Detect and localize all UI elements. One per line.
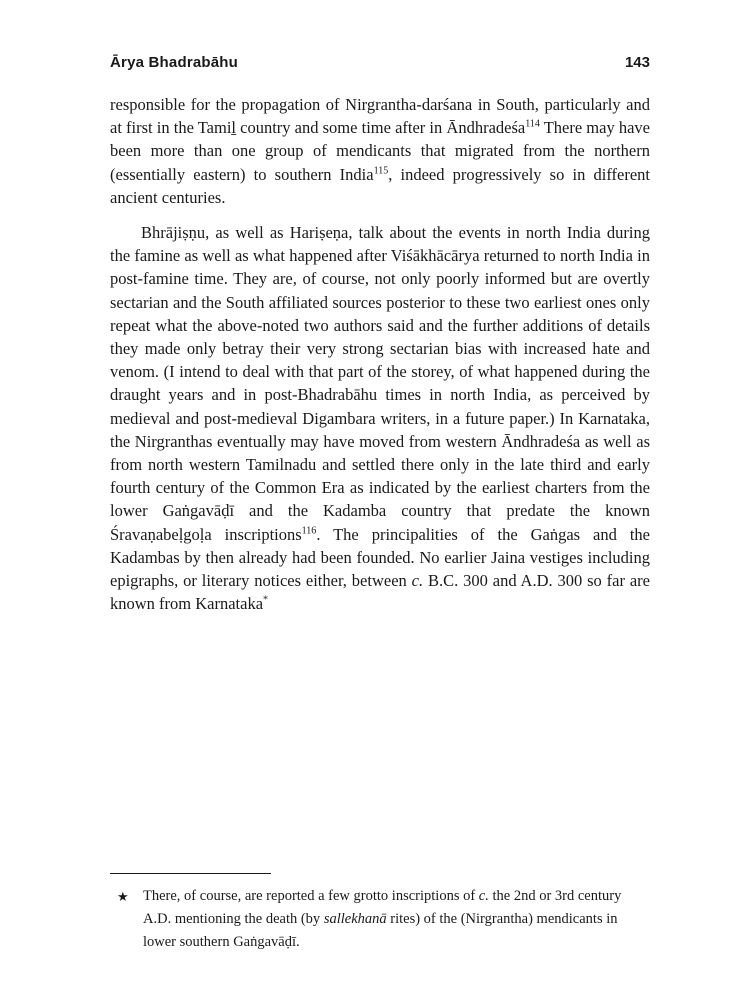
page-number: 143 <box>624 54 650 71</box>
italic-text: sallekhanā <box>323 911 387 927</box>
text-run: . The principalities of the Gaṅgas and the Kadambas by then already had been founded. No earlier Jaina vestiges including epigraphs, or literary notices either, between <box>110 524 650 591</box>
footnote-ref: 114 <box>525 118 540 130</box>
footnote <box>110 885 650 954</box>
paragraph <box>110 221 650 615</box>
text-run: responsible for the propagation of Nirgrantha-darśana in South, particularly and at first in the Tamiḻ country and some time after in Āndhradeśa <box>110 95 650 138</box>
text-run: the 2nd or 3rd century A.D. mentioning the death (by <box>143 888 622 927</box>
body-text <box>110 93 650 627</box>
text-run: B.C. 300 and A.D. 300 so far are known from Karnataka <box>110 571 650 614</box>
running-head <box>110 54 650 78</box>
footnote-ref: 116 <box>301 525 317 537</box>
paragraph <box>110 93 650 209</box>
footnote-text <box>143 885 650 954</box>
footnote-ref: 115 <box>373 165 389 177</box>
running-title: Ārya Bhadrabāhu <box>110 54 239 71</box>
text-run: , indeed progressively so in different ancient centuries. <box>110 164 651 207</box>
text-run: There may have been more than one group of mendicants that migrated from the northern (essentially eastern) to southern India <box>110 118 651 184</box>
text-run: Bhrājiṣṇu, as well as Hariṣeṇa, talk about the events in north India during the famine as well as what happened after Viśākhācārya returned to north India in post-famine time. They are, of course, not only poorly informed but are overtly sectarian and the South affiliated sources posterior to these two earliest ones only repeat what the above-noted two authors said and the further additions of details they made only betray their very strong sectarian bias with increased hate and venom. (I intend to deal with that part of the storey, of what happened during the draught years and in post-Bhadrabāhu times in north India, as perceived by medieval and post-medieval Digambara writers, in a future paper.) In Karnataka, the Nirgranthas eventually may have moved from western Āndhradeśa as well as from north western Tamilnadu and settled there only in the late third and early fourth century of the Common Era as indicated by the earliest charters from the lower Gaṅgavāḍī and the Kadamba country that predate the known Śravaṇabeḷgoḷa inscriptions <box>110 223 650 544</box>
text-run: rites) of the (Nirgrantha) mendicants in lower southern Gaṅgavāḍī. <box>143 911 618 950</box>
italic-text: c. <box>478 888 489 904</box>
footnote-rule <box>110 873 271 874</box>
text-run: There, of course, are reported a few grotto inscriptions of <box>143 888 479 904</box>
italic-text: c. <box>411 571 424 591</box>
footnote-star-icon: ★ <box>117 889 129 904</box>
footnote-marker: * <box>263 594 269 606</box>
book-page <box>110 0 650 1000</box>
